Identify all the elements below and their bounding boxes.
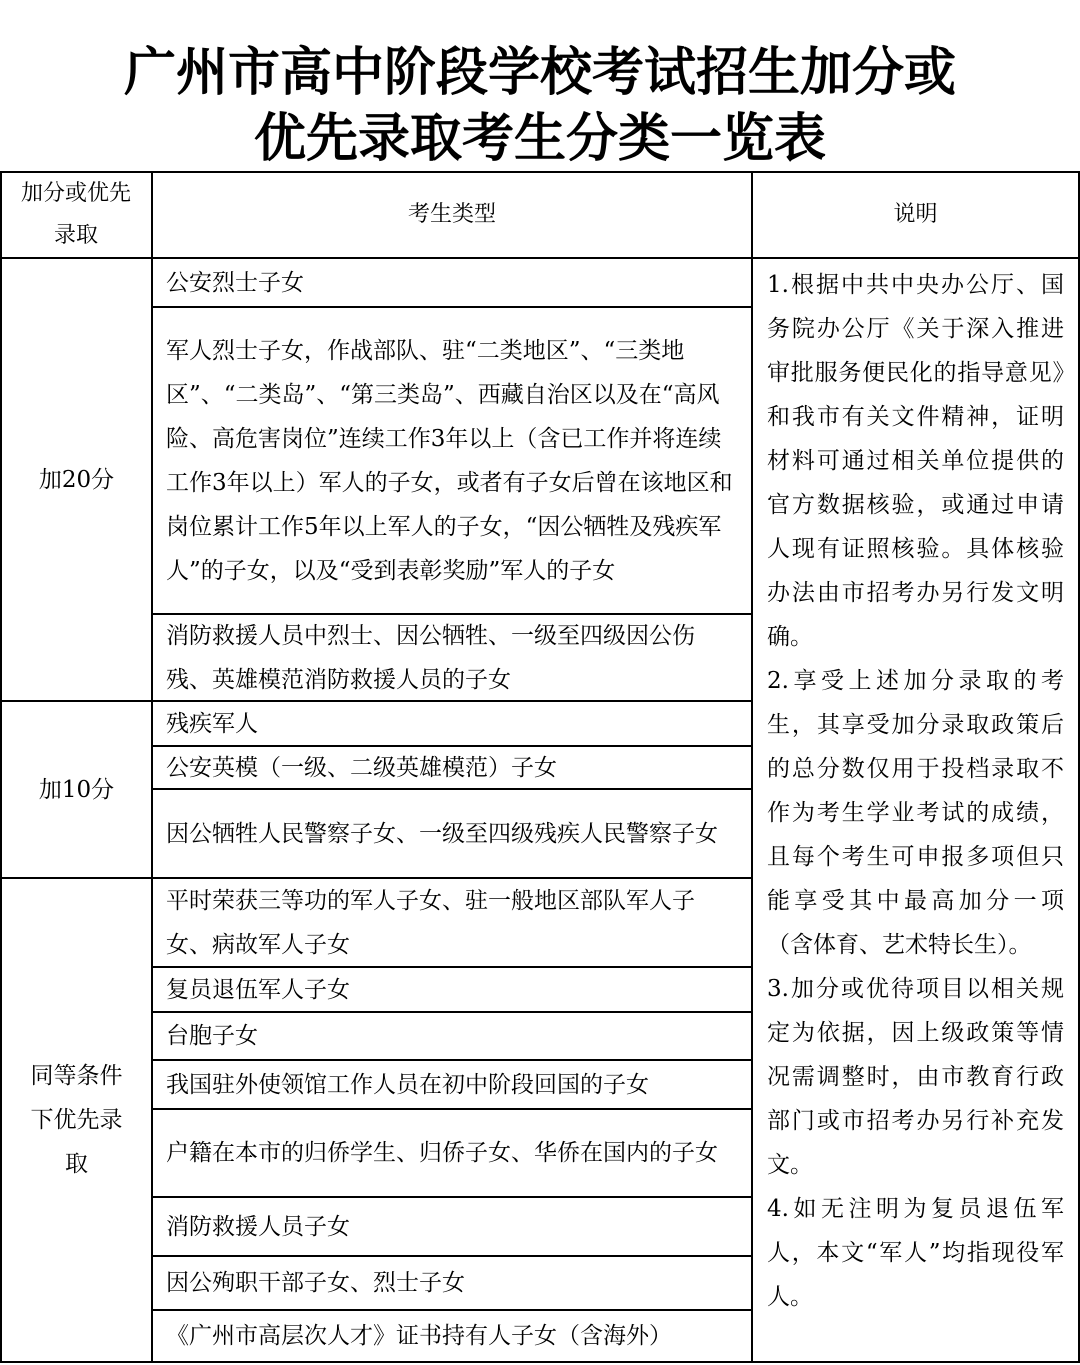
list-item: 因公殉职干部子女、烈士子女 (166, 1270, 465, 1296)
header-note: 说明 (893, 202, 938, 227)
notes-column (753, 263, 1078, 1359)
list-item: 我国驻外使领馆工作人员在初中阶段回国的子女 (166, 1071, 649, 1098)
list-item: 平时荣获三等功的军人子女、驻一般地区部队军人子女、病故军人子女 (166, 887, 695, 958)
page-title (0, 40, 1080, 172)
classification-table (0, 171, 1080, 1363)
list-item: 消防救援人员中烈士、因公牺牲、一级至四级因公伤残、英雄模范消防救援人员的子女 (166, 622, 695, 693)
title-line-1: 广州市高中阶段学校考试招生加分或 (123, 42, 956, 103)
note-item: 3.加分或优待项目以相关规定为依据，因上级政策等情况需调整时，由市教育行政部门或市招考办另行补充发文。 (767, 976, 1064, 1178)
title-line-2: 优先录取考生分类一览表 (253, 108, 826, 169)
list-item: 残疾军人 (166, 710, 258, 737)
note-item: 4.如无注明为复员退伍军人，本文“军人”均指现役军人。 (767, 1196, 1064, 1310)
category-priority: 同等条件下优先录取 (30, 1063, 123, 1177)
table-border-bottom (0, 1361, 1080, 1363)
list-item: 军人烈士子女，作战部队、驻“二类地区”、“三类地区”、“二类岛”、“第三类岛”、西藏自治区以及在“高风险、高危害岗位”连续工作3年以上（含已工作并将连续工作3年以上）军人的子女，或者有子女后曾在该地区和岗位累计工作5年以上军人的子女，“因公牺牲及残疾军人”的子女，以及“受到表彰奖励”军人的子女 (166, 337, 733, 584)
list-item: 因公牺牲人民警察子女、一级至四级残疾人民警察子女 (166, 820, 718, 847)
note-item: 2.享受上述加分录取的考生，其享受加分录取政策后的总分数仅用于投档录取不作为考生学业考试的成绩，且每个考生可申报多项但只能享受其中最高加分一项（含体育、艺术特长生）。 (767, 668, 1064, 958)
header-type: 考生类型 (407, 202, 496, 227)
list-item: 公安烈士子女 (166, 269, 304, 296)
category-plus-10: 加10分 (38, 776, 115, 803)
header-category: 加分或优先录取 (20, 181, 131, 248)
list-item: 户籍在本市的归侨学生、归侨子女、华侨在国内的子女 (166, 1140, 718, 1166)
list-item: 《广州市高层次人才》证书持有人子女（含海外） (166, 1323, 672, 1349)
category-plus-20: 加20分 (38, 466, 115, 493)
list-item: 消防救援人员子女 (166, 1213, 350, 1240)
list-item: 台胞子女 (166, 1023, 258, 1049)
list-item: 复员退伍军人子女 (166, 976, 350, 1003)
list-item: 公安英模（一级、二级英雄模范）子女 (166, 754, 557, 781)
note-item: 1.根据中共中央办公厅、国务院办公厅《关于深入推进审批服务便民化的指导意见》和我市有关文件精神，证明材料可通过相关单位提供的官方数据核验，或通过申请人现有证照核验。具体核验办法由市招考办另行发文明确。 (767, 272, 1064, 650)
